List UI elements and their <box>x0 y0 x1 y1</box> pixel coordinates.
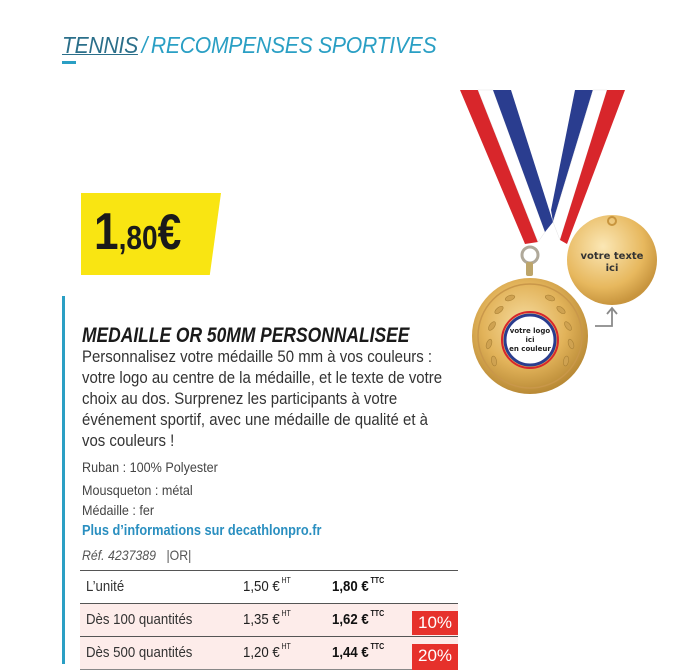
pricing-quantity-label: Dès 100 quantités <box>86 611 193 628</box>
price-integer: 1 <box>94 203 119 261</box>
pricing-ttc: 1,80 € $^{TTC}$ <box>332 576 385 595</box>
spec-clasp: Mousqueton : métal <box>82 482 193 498</box>
medal-back <box>567 215 657 305</box>
back-text-line1: votre texte <box>580 251 644 262</box>
accent-vertical-line <box>62 296 65 664</box>
medal-illustration <box>455 82 685 412</box>
arrow-up-icon <box>595 308 617 326</box>
pricing-ht: 1,50 € $^{HT}$ <box>243 576 291 595</box>
front-text-line3: en couleur <box>509 345 551 353</box>
pricing-quantity-label: Dès 500 quantités <box>86 644 193 661</box>
header-accent-dash <box>62 61 76 64</box>
breadcrumb-category[interactable]: TENNIS <box>62 32 138 58</box>
pricing-row <box>80 636 458 670</box>
back-text-line2: ici <box>605 263 619 274</box>
price-currency: € <box>157 204 182 260</box>
breadcrumb-subcategory[interactable]: RECOMPENSES SPORTIVES <box>150 32 437 58</box>
pricing-ttc: 1,44 € $^{TTC}$ <box>332 642 385 661</box>
price-value <box>94 203 182 261</box>
pricing-ht: 1,20 € $^{HT}$ <box>243 642 291 661</box>
pricing-table <box>80 570 458 670</box>
clasp <box>526 262 533 276</box>
discount-badge: 10% <box>412 611 458 635</box>
pricing-row <box>80 570 458 603</box>
pricing-quantity-label: L’unité <box>86 578 125 595</box>
pricing-ttc: 1,62 € $^{TTC}$ <box>332 609 385 628</box>
front-text-line2: ici <box>525 336 535 344</box>
spec-ribbon: Ruban : 100% Polyester <box>82 459 218 475</box>
section-header <box>62 32 436 59</box>
front-text-line1: votre logo <box>509 327 551 335</box>
clasp-ring <box>522 247 538 263</box>
reference-label: Réf. 4237389 <box>82 547 156 563</box>
pricing-ht: 1,35 € $^{HT}$ <box>243 609 291 628</box>
product-title: MEDAILLE OR 50MM PERSONNALISEE <box>82 324 410 347</box>
product-description: Personnalisez votre médaille 50 mm à vos couleurs : votre logo au centre de la médaille, et le texte de votre choix au dos. Surprenez les participants à votre événement sportif, avec une médaille de qualité et à vos couleurs ! <box>82 347 443 450</box>
spec-medal: Médaille : fer <box>82 502 155 518</box>
medal-front <box>472 278 588 394</box>
product-reference <box>82 547 191 563</box>
breadcrumb-separator: / <box>141 32 148 58</box>
reference-code: |OR| <box>166 547 192 563</box>
pricing-row <box>80 603 458 636</box>
more-info-link[interactable]: Plus d’informations sur decathlonpro.fr <box>82 522 322 539</box>
discount-badge: 20% <box>412 644 458 670</box>
price-decimal: ,80 <box>118 219 158 256</box>
